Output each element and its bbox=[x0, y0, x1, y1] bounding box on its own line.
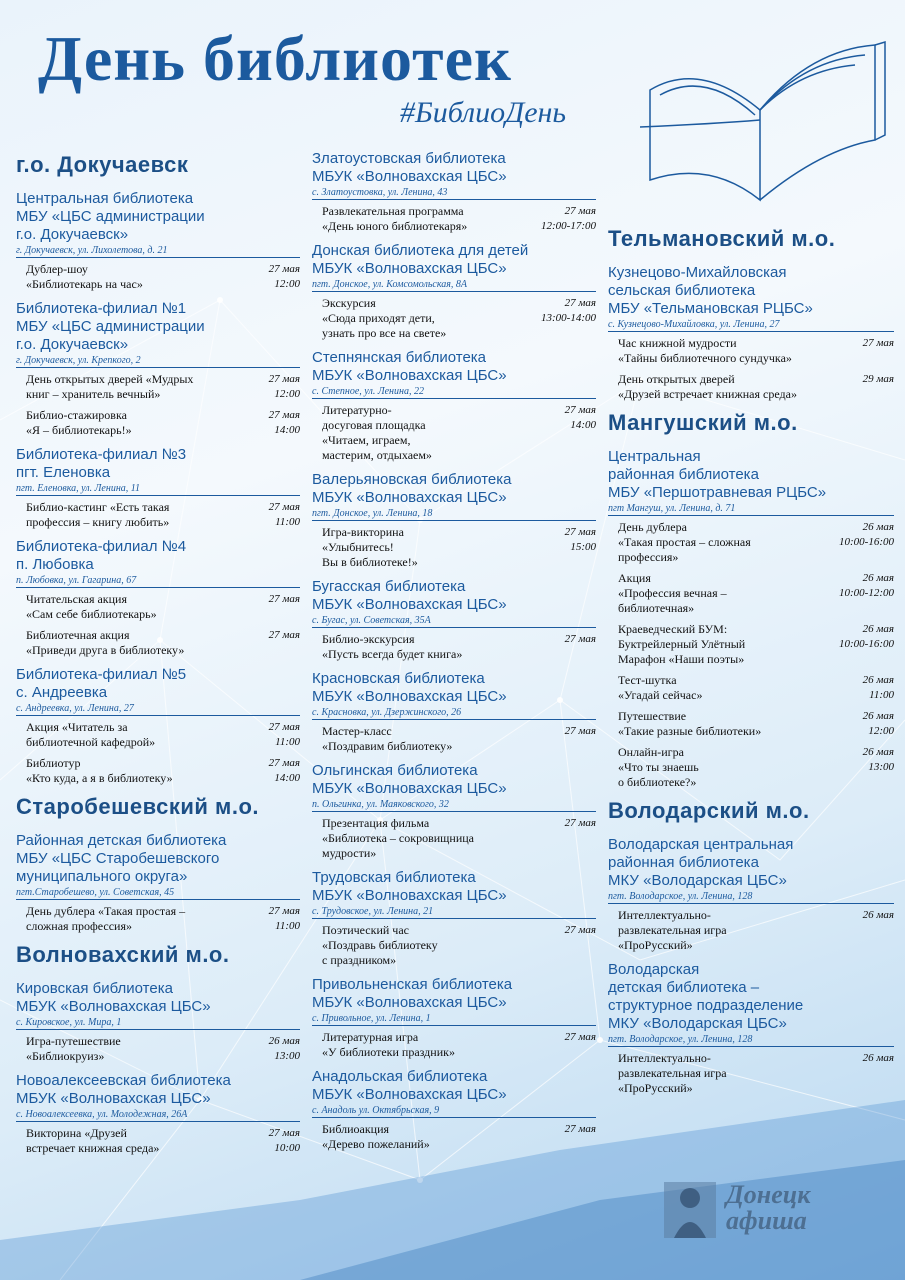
event-name: Экскурсия «Сюда приходят дети, узнать про все на свете» bbox=[322, 296, 447, 340]
event-row bbox=[26, 1126, 300, 1156]
library-name: Кузнецово-Михайловская сельская библиотека МБУ «Тельмановская РЦБС» bbox=[608, 264, 813, 317]
library-address: с. Привольное, ул. Ленина, 1 bbox=[312, 1013, 596, 1026]
event-time: 27 мая bbox=[564, 725, 596, 737]
event-time: 26 мая bbox=[862, 909, 894, 921]
event-row bbox=[322, 296, 596, 341]
event-row bbox=[322, 724, 596, 754]
event-time: 26 мая 12:00 bbox=[862, 710, 894, 737]
event-name: Библиоакция «Дерево пожеланий» bbox=[322, 1122, 430, 1151]
library-address: пгт. Донское, ул. Ленина, 18 bbox=[312, 508, 596, 521]
event-row bbox=[618, 520, 894, 565]
library-address: пгт. Володарское, ул. Ленина, 128 bbox=[608, 1034, 894, 1047]
event-time: 27 мая 15:00 bbox=[564, 526, 596, 553]
event-name: Тест-шутка «Угадай сейчас» bbox=[618, 673, 703, 702]
library-block bbox=[16, 300, 300, 438]
event-time: 27 мая 14:00 bbox=[564, 404, 596, 431]
event-row bbox=[322, 204, 596, 234]
event-name: Краеведческий БУМ: Буктрейлерный Улётный Марафон «Наши поэты» bbox=[618, 622, 746, 666]
event-name: Литературная игра «У библиотеки праздник» bbox=[322, 1030, 455, 1059]
library-block bbox=[312, 242, 596, 341]
event-name: Викторина «Друзей встречает книжная среда» bbox=[26, 1126, 160, 1155]
library-block bbox=[312, 349, 596, 463]
event-name: Развлекательная программа «День юного библиотекаря» bbox=[322, 204, 468, 233]
event-time: 27 мая 12:00 bbox=[268, 373, 300, 400]
event-name: Интеллектуально- развлекательная игра «ПроРусский» bbox=[618, 1051, 727, 1095]
region-heading: Старобешевский м.о. bbox=[16, 794, 259, 819]
event-name: Акция «Читатель за библиотечной кафедрой» bbox=[26, 720, 156, 749]
event-name: День открытых дверей «Друзей встречает книжная среда» bbox=[618, 372, 797, 401]
event-time: 27 мая 11:00 bbox=[268, 905, 300, 932]
library-address: пгт. Еленовка, ул. Ленина, 11 bbox=[16, 483, 300, 496]
event-name: Литературно- досуговая площадка «Читаем, играем, мастерим, отдыхаем» bbox=[322, 403, 432, 462]
event-row bbox=[26, 372, 300, 402]
library-name: Библиотека-филиал №5 с. Андреевка bbox=[16, 666, 187, 701]
library-block bbox=[16, 446, 300, 530]
event-time: 26 мая 10:00-16:00 bbox=[839, 623, 894, 650]
library-address: п. Любовка, ул. Гагарина, 67 bbox=[16, 575, 300, 588]
library-name: Златоустовская библиотека МБУК «Волновахская ЦБС» bbox=[312, 150, 507, 185]
library-block bbox=[608, 448, 894, 790]
library-address: г. Докучаевск, ул. Крепкого, 2 bbox=[16, 355, 300, 368]
library-name: Районная детская библиотека МБУ «ЦБС Старобешевского муниципального округа» bbox=[16, 832, 227, 885]
event-row bbox=[618, 622, 894, 667]
event-time: 27 мая bbox=[564, 633, 596, 645]
library-name: Библиотека-филиал №3 пгт. Еленовка bbox=[16, 446, 187, 481]
event-time: 27 мая 12:00 bbox=[268, 263, 300, 290]
library-block bbox=[16, 190, 300, 292]
event-row bbox=[322, 1122, 596, 1152]
event-name: Час книжной мудрости «Тайны библиотечного сундучка» bbox=[618, 336, 792, 365]
region-heading: Волновахский м.о. bbox=[16, 942, 230, 967]
event-name: Поэтический час «Поздравь библиотеку с праздником» bbox=[322, 923, 438, 967]
event-name: Читательская акция «Сам себе библиотекарь» bbox=[26, 592, 157, 621]
event-time: 27 мая 14:00 bbox=[268, 757, 300, 784]
library-name: Центральная библиотека МБУ «ЦБС администрации г.о. Докучаевск» bbox=[16, 190, 205, 243]
library-block bbox=[608, 961, 894, 1096]
library-name: Ольгинская библиотека МБУК «Волновахская ЦБС» bbox=[312, 762, 507, 797]
event-name: Презентация фильма «Библиотека – сокровищница мудрости» bbox=[322, 816, 474, 860]
event-time: 26 мая bbox=[862, 1052, 894, 1064]
event-row bbox=[322, 403, 596, 463]
event-name: Игра-викторина «Улыбнитесь! Вы в библиотеке!» bbox=[322, 525, 418, 569]
event-row bbox=[26, 1034, 300, 1064]
event-name: Игра-путешествие «Библиокруиз» bbox=[26, 1034, 121, 1063]
donetsk-afisha-logo bbox=[660, 1176, 890, 1242]
library-block bbox=[312, 670, 596, 754]
library-block bbox=[312, 471, 596, 570]
hashtag: #БиблиоДень bbox=[400, 96, 567, 129]
event-time: 27 мая 13:00-14:00 bbox=[541, 297, 596, 324]
library-address: пгт.Старобешево, ул. Советская, 45 bbox=[16, 887, 300, 900]
event-name: Путешествие «Такие разные библиотеки» bbox=[618, 709, 762, 738]
event-time: 27 мая 11:00 bbox=[268, 721, 300, 748]
column-2 bbox=[312, 150, 596, 1160]
library-address: пгт. Володарское, ул. Ленина, 128 bbox=[608, 891, 894, 904]
event-time: 27 мая bbox=[268, 593, 300, 605]
event-time: 26 мая 13:00 bbox=[268, 1035, 300, 1062]
event-row bbox=[26, 904, 300, 934]
library-block bbox=[16, 1072, 300, 1156]
event-name: Онлайн-игра «Что ты знаешь о библиотеке?» bbox=[618, 745, 699, 789]
event-row bbox=[618, 571, 894, 616]
library-block bbox=[312, 762, 596, 861]
event-name: Библиотур «Кто куда, а я в библиотеку» bbox=[26, 756, 173, 785]
event-row bbox=[322, 923, 596, 968]
event-time: 27 мая bbox=[564, 817, 596, 829]
library-address: г. Докучаевск, ул. Лихолетова, д. 21 bbox=[16, 245, 300, 258]
library-block bbox=[16, 832, 300, 934]
event-time: 27 мая 11:00 bbox=[268, 501, 300, 528]
event-name: Библио-экскурсия «Пусть всегда будет книга» bbox=[322, 632, 463, 661]
library-name: Бугасская библиотека МБУК «Волновахская ЦБС» bbox=[312, 578, 507, 613]
region-heading: Володарский м.о. bbox=[608, 798, 810, 823]
library-name: Донская библиотека для детей МБУК «Волновахская ЦБС» bbox=[312, 242, 529, 277]
library-block bbox=[16, 980, 300, 1064]
library-block bbox=[312, 578, 596, 662]
event-name: Дублер-шоу «Библиотекарь на час» bbox=[26, 262, 143, 291]
library-address: п. Ольгинка, ул. Маяковского, 32 bbox=[312, 799, 596, 812]
library-block bbox=[16, 538, 300, 658]
region-heading: Мангушский м.о. bbox=[608, 410, 798, 435]
event-time: 27 мая 10:00 bbox=[268, 1127, 300, 1154]
event-row bbox=[618, 372, 894, 402]
event-row bbox=[618, 1051, 894, 1096]
library-address: с. Красновка, ул. Дзержинского, 26 bbox=[312, 707, 596, 720]
library-address: с. Трудовское, ул. Ленина, 21 bbox=[312, 906, 596, 919]
event-row bbox=[618, 908, 894, 953]
region-heading: г.о. Докучаевск bbox=[16, 152, 189, 177]
library-block bbox=[608, 836, 894, 953]
library-name: Красновская библиотека МБУК «Волновахская ЦБС» bbox=[312, 670, 507, 705]
event-name: Интеллектуально- развлекательная игра «ПроРусский» bbox=[618, 908, 727, 952]
library-name: Трудовская библиотека МБУК «Волновахская ЦБС» bbox=[312, 869, 507, 904]
library-address: с. Новоалексеевка, ул. Молодежная, 26А bbox=[16, 1109, 300, 1122]
event-name: Акция «Профессия вечная – библиотечная» bbox=[618, 571, 727, 615]
event-row bbox=[618, 745, 894, 790]
event-row bbox=[26, 720, 300, 750]
event-row bbox=[618, 336, 894, 366]
event-row bbox=[618, 709, 894, 739]
logo-text: Донецк афиша bbox=[726, 1180, 811, 1235]
logo-figure-icon bbox=[660, 1176, 720, 1240]
event-time: 27 мая 12:00-17:00 bbox=[541, 205, 596, 232]
library-block bbox=[608, 264, 894, 402]
open-book-icon bbox=[640, 30, 890, 210]
event-name: Библиотечная акция «Приведи друга в библиотеку» bbox=[26, 628, 185, 657]
event-time: 29 мая bbox=[862, 373, 894, 385]
library-name: Привольненская библиотека МБУК «Волновахская ЦБС» bbox=[312, 976, 513, 1011]
event-time: 26 мая 11:00 bbox=[862, 674, 894, 701]
event-time: 26 мая 13:00 bbox=[862, 746, 894, 773]
library-address: с. Златоустовка, ул. Ленина, 43 bbox=[312, 187, 596, 200]
event-row bbox=[26, 262, 300, 292]
event-row bbox=[26, 756, 300, 786]
library-name: Степнянская библиотека МБУК «Волновахская ЦБС» bbox=[312, 349, 507, 384]
event-row bbox=[26, 592, 300, 622]
library-name: Новоалексеевская библиотека МБУК «Волновахская ЦБС» bbox=[16, 1072, 231, 1107]
event-time: 27 мая 14:00 bbox=[268, 409, 300, 436]
library-block bbox=[312, 869, 596, 968]
event-time: 27 мая bbox=[564, 924, 596, 936]
event-name: День дублера «Такая простая – сложная профессия» bbox=[618, 520, 751, 564]
library-name: Библиотека-филиал №4 п. Любовка bbox=[16, 538, 187, 573]
event-row bbox=[322, 816, 596, 861]
library-address: с. Анадоль ул. Октябрьская, 9 bbox=[312, 1105, 596, 1118]
event-time: 27 мая bbox=[268, 629, 300, 641]
library-block bbox=[312, 150, 596, 234]
event-row bbox=[26, 500, 300, 530]
event-time: 26 мая 10:00-16:00 bbox=[839, 521, 894, 548]
event-time: 27 мая bbox=[862, 337, 894, 349]
library-address: с. Бугас, ул. Советская, 35А bbox=[312, 615, 596, 628]
event-time: 26 мая 10:00-12:00 bbox=[839, 572, 894, 599]
library-name: Валерьяновская библиотека МБУК «Волновахская ЦБС» bbox=[312, 471, 512, 506]
library-name: Центральная районная библиотека МБУ «Першотравневая РЦБС» bbox=[608, 448, 827, 501]
library-address: пгт Мангуш, ул. Ленина, д. 71 bbox=[608, 503, 894, 516]
event-name: День дублера «Такая простая – сложная профессия» bbox=[26, 904, 186, 933]
library-address: с. Кузнецово-Михайловка, ул. Ленина, 27 bbox=[608, 319, 894, 332]
event-row bbox=[618, 673, 894, 703]
library-name: Анадольская библиотека МБУК «Волновахская ЦБС» bbox=[312, 1068, 507, 1103]
column-1 bbox=[16, 148, 300, 1164]
library-address: с. Андреевка, ул. Ленина, 27 bbox=[16, 703, 300, 716]
library-address: с. Степное, ул. Ленина, 22 bbox=[312, 386, 596, 399]
library-address: с. Кировское, ул. Мира, 1 bbox=[16, 1017, 300, 1030]
library-name: Володарская детская библиотека – структурное подразделение МКУ «Володарская ЦБС» bbox=[608, 961, 804, 1032]
event-row bbox=[322, 1030, 596, 1060]
library-address: пгт. Донское, ул. Комсомольская, 8А bbox=[312, 279, 596, 292]
event-name: День открытых дверей «Мудрых книг – хранитель вечный» bbox=[26, 372, 194, 401]
library-block bbox=[16, 666, 300, 786]
page-title: День библиотек bbox=[38, 23, 512, 94]
event-time: 27 мая bbox=[564, 1123, 596, 1135]
region-heading: Тельмановский м.о. bbox=[608, 226, 836, 251]
event-row bbox=[26, 408, 300, 438]
event-row bbox=[322, 525, 596, 570]
event-row bbox=[26, 628, 300, 658]
library-name: Кировская библиотека МБУК «Волновахская ЦБС» bbox=[16, 980, 211, 1015]
event-name: Библио-кастинг «Есть такая профессия – книгу любить» bbox=[26, 500, 170, 529]
column-3 bbox=[608, 222, 894, 1104]
library-name: Володарская центральная районная библиотека МКУ «Володарская ЦБС» bbox=[608, 836, 794, 889]
library-name: Библиотека-филиал №1 МБУ «ЦБС администрации г.о. Докучаевск» bbox=[16, 300, 205, 353]
event-row bbox=[322, 632, 596, 662]
event-name: Мастер-класс «Поздравим библиотеку» bbox=[322, 724, 453, 753]
event-time: 27 мая bbox=[564, 1031, 596, 1043]
event-name: Библио-стажировка «Я – библиотекарь!» bbox=[26, 408, 132, 437]
library-block bbox=[312, 976, 596, 1060]
library-block bbox=[312, 1068, 596, 1152]
